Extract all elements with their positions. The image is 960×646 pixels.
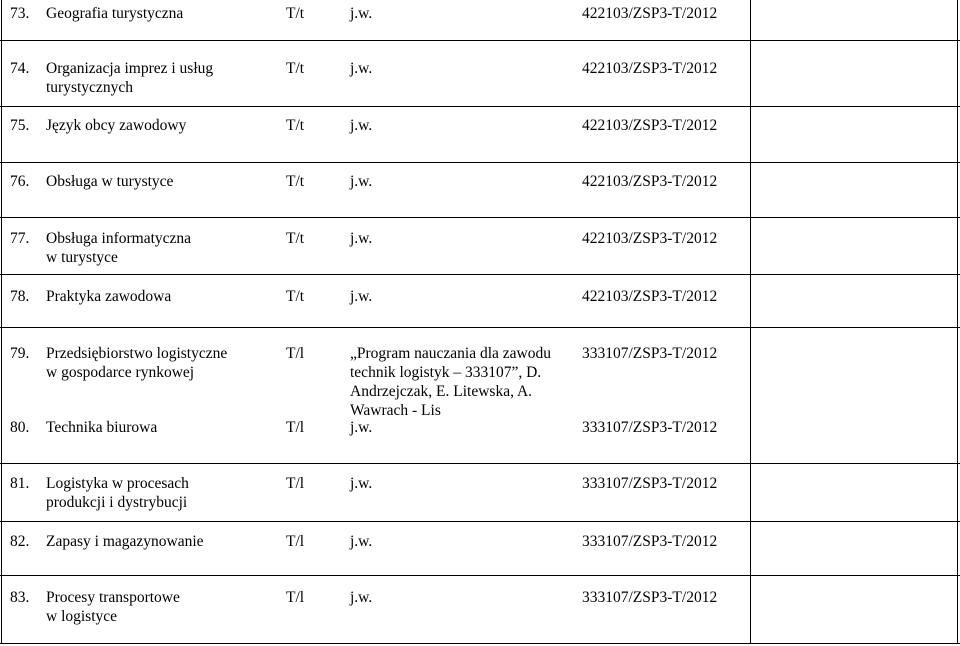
time-type: T/l (286, 589, 305, 606)
row-number: 75. (10, 117, 30, 134)
time-type: T/t (286, 173, 305, 190)
program-text: j.w. (350, 288, 373, 305)
row-number: 76. (10, 173, 30, 190)
program-text (350, 344, 551, 420)
subject-line: produkcji i dystrybucji (46, 494, 188, 511)
program-text: j.w. (350, 419, 373, 436)
time-type: T/l (286, 419, 305, 436)
row-border (0, 40, 960, 41)
column-border (957, 0, 958, 644)
subject-line: Obsługa informatyczna (46, 230, 192, 247)
time-type: T/t (286, 288, 305, 305)
row-number: 78. (10, 288, 30, 305)
row-number: 74. (10, 60, 30, 77)
program-code: 333107/ZSP3-T/2012 (582, 345, 718, 362)
column-border (1, 0, 2, 644)
row-number: 82. (10, 533, 30, 550)
subject-line: w logistyce (46, 608, 118, 625)
program-text: j.w. (350, 117, 373, 134)
subject-name (46, 474, 189, 512)
program-line: „Program nauczania dla zawodu (350, 345, 551, 362)
program-text: j.w. (350, 173, 373, 190)
program-text: j.w. (350, 533, 373, 550)
row-number: 81. (10, 475, 30, 492)
row-border (0, 463, 960, 464)
time-type: T/t (286, 5, 305, 22)
time-type: T/t (286, 60, 305, 77)
subject-name: Język obcy zawodowy (46, 117, 187, 134)
subject-name: Obsługa w turystyce (46, 173, 174, 190)
subject-name (46, 588, 180, 626)
subject-line: w turystyce (46, 249, 118, 266)
program-code: 333107/ZSP3-T/2012 (582, 589, 718, 606)
program-code: 422103/ZSP3-T/2012 (582, 117, 718, 134)
row-number: 80. (10, 419, 30, 436)
row-border (0, 217, 960, 218)
time-type: T/l (286, 345, 305, 362)
program-code: 422103/ZSP3-T/2012 (582, 173, 718, 190)
program-code: 422103/ZSP3-T/2012 (582, 5, 718, 22)
subject-name: Technika biurowa (46, 419, 158, 436)
time-type: T/l (286, 475, 305, 492)
row-number: 79. (10, 345, 30, 362)
subject-name: Zapasy i magazynowanie (46, 533, 204, 550)
program-code: 422103/ZSP3-T/2012 (582, 60, 718, 77)
row-border (0, 643, 960, 644)
column-border (750, 0, 751, 644)
program-code: 422103/ZSP3-T/2012 (582, 288, 718, 305)
subject-line: w gospodarce rynkowej (46, 364, 195, 381)
program-text: j.w. (350, 589, 373, 606)
subject-line: turystycznych (46, 79, 133, 96)
subject-line: Organizacja imprez i usług (46, 60, 214, 77)
time-type: T/t (286, 117, 305, 134)
row-number: 83. (10, 589, 30, 606)
row-border (0, 327, 960, 328)
time-type: T/t (286, 230, 305, 247)
row-border (0, 106, 960, 107)
program-code: 333107/ZSP3-T/2012 (582, 419, 718, 436)
program-text: j.w. (350, 475, 373, 492)
row-border (0, 575, 960, 576)
program-text: j.w. (350, 230, 373, 247)
row-border (0, 274, 960, 275)
subject-name (46, 344, 227, 382)
time-type: T/l (286, 533, 305, 550)
program-code: 422103/ZSP3-T/2012 (582, 230, 718, 247)
subject-name (46, 59, 213, 97)
row-number: 73. (10, 5, 30, 22)
subject-name (46, 229, 191, 267)
subject-line: Procesy transportowe (46, 589, 180, 606)
subject-line: Przedsiębiorstwo logistyczne (46, 345, 228, 362)
row-border (0, 521, 960, 522)
subject-line: Logistyka w procesach (46, 475, 189, 492)
row-number: 77. (10, 230, 30, 247)
program-text: j.w. (350, 5, 373, 22)
program-line: Wawrach - Lis (350, 402, 441, 419)
program-text: j.w. (350, 60, 373, 77)
program-code: 333107/ZSP3-T/2012 (582, 533, 718, 550)
program-code: 333107/ZSP3-T/2012 (582, 475, 718, 492)
row-border (0, 162, 960, 163)
program-line: technik logistyk – 333107”, D. (350, 364, 542, 381)
program-line: Andrzejczak, E. Litewska, A. (350, 383, 533, 400)
subject-name: Praktyka zawodowa (46, 288, 172, 305)
subject-name: Geografia turystyczna (46, 5, 184, 22)
